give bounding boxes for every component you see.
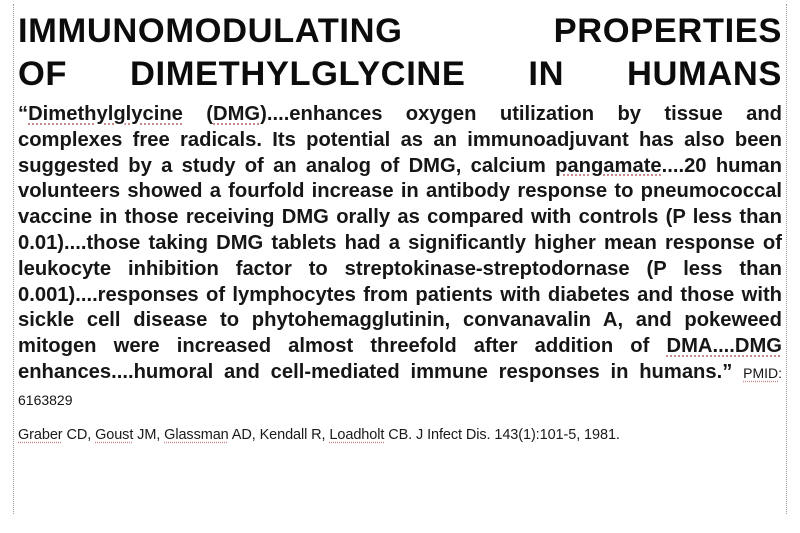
pmid-label: PMID	[743, 364, 779, 381]
citation-author-loadholt: Loadholt	[329, 426, 385, 443]
quote-text-4: enhances....humoral and cell-mediated immune responses in humans.”	[18, 360, 733, 383]
citation-line	[18, 426, 782, 444]
quote-text-3: ....20 human volunteers showed a fourfold increase in antibody response to pneumococcal vaccine in those receiving DMG orally as compared with controls (P less than 0.01)....those taking DMG tablets had a significantly higher mean response of leukocyte inhibition factor to streptokinase-streptodornase (P less than 0.001)....responses of lymphocytes from patients with diabetes and those with sickle cell disease to phytohemagglutinin, convanavalin A, and pokeweed mitogen were increased almost threefold after addition of	[18, 154, 782, 358]
citation-text-2: JM,	[133, 426, 165, 443]
citation-text-1: CD,	[62, 426, 96, 443]
open-quote-mark: “	[18, 103, 29, 125]
citation-author-glassman: Glassman	[164, 426, 229, 443]
quote-text-1: (	[182, 103, 214, 125]
term-dmg: DMG	[213, 103, 261, 125]
quote-text-2: )....enhances oxygen utilization by tissue and complexes free radicals. Its potential as an immunoadjuvant has also been suggested by a study of an analog of DMG, calcium	[18, 103, 782, 177]
term-pangamate: pangamate	[555, 154, 662, 177]
quote-paragraph	[18, 102, 782, 414]
citation-text-4: CB. J Infect Dis. 143(1):101-5, 1981.	[384, 426, 620, 443]
citation-author-goust: Goust	[95, 426, 134, 443]
document-title	[18, 10, 782, 96]
title-line-2: OF DIMETHYLGLYCINE IN HUMANS	[18, 55, 782, 93]
pmid-value: : 6163829	[18, 364, 782, 408]
citation-text-3: AD, Kendall R,	[228, 426, 330, 443]
title-line-1: IMMUNOMODULATING PROPERTIES	[18, 12, 782, 50]
term-dimethylglycine: Dimethylglycine	[28, 103, 183, 125]
citation-author-graber: Graber	[18, 426, 63, 443]
document-page	[13, 4, 787, 514]
term-dma-dmg: DMA....DMG	[666, 335, 782, 358]
